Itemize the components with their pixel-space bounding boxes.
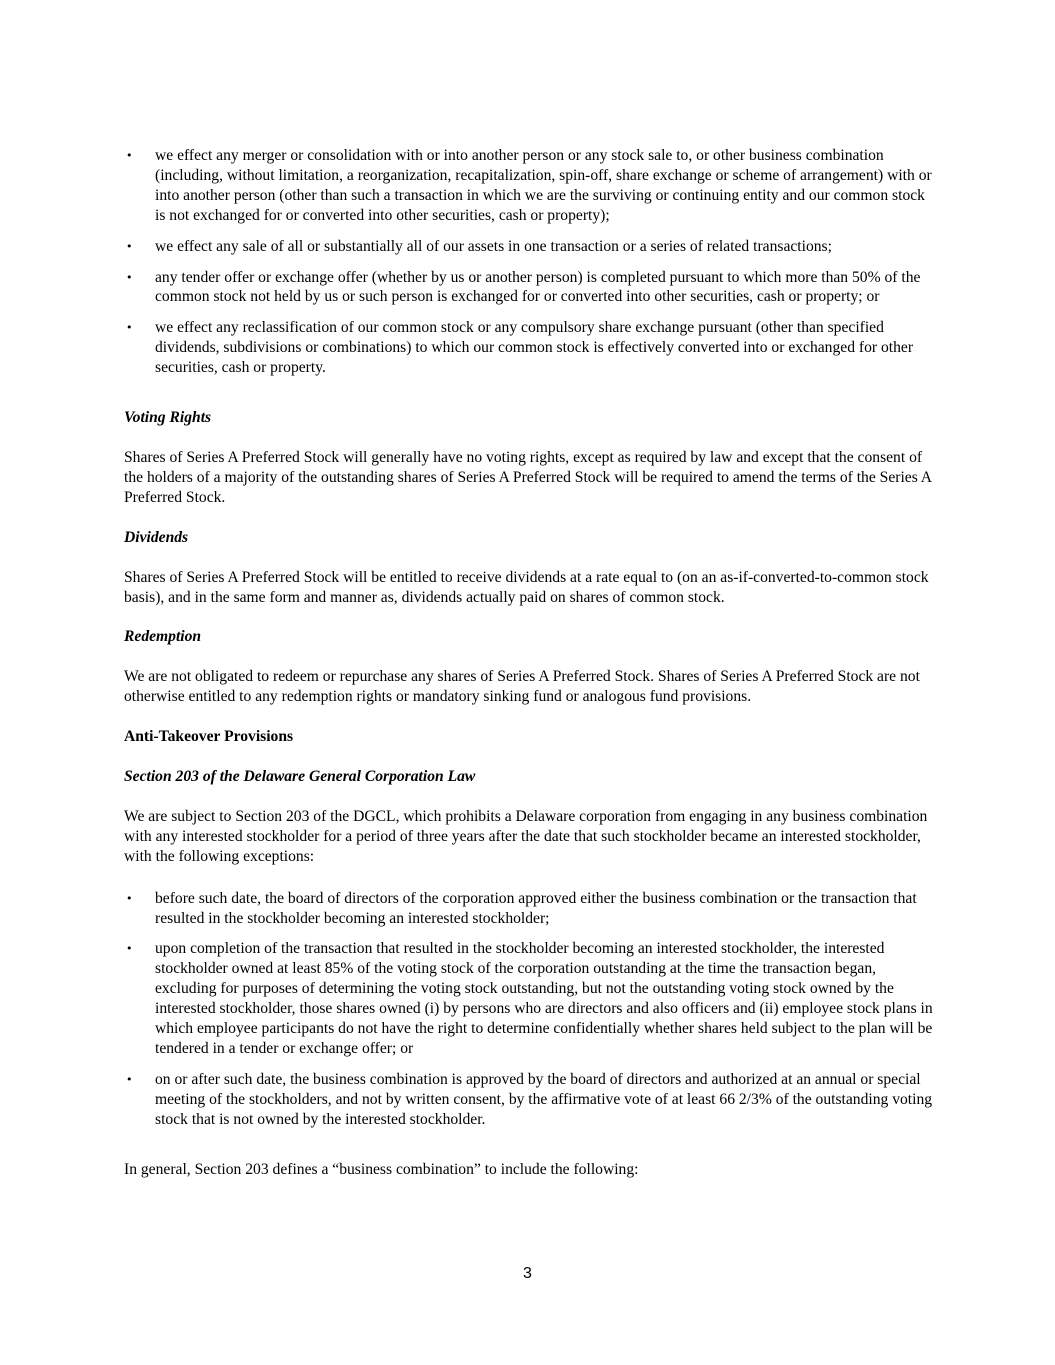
bullet-icon: • bbox=[126, 891, 133, 905]
transaction-bullet-list bbox=[124, 146, 936, 378]
list-item bbox=[124, 939, 936, 1058]
list-item bbox=[124, 237, 936, 257]
section-203-paragraph: We are subject to Section 203 of the DGCL, which prohibits a Delaware corporation from engaging in any business combination with any interested stockholder for a period of three years after the date that such stockholder became an interested stockholder, with the following exceptions: bbox=[124, 807, 928, 865]
redemption-heading: Redemption bbox=[124, 628, 202, 646]
list-item-text: we effect any reclassification of our common stock or any compulsory share exchange pursuant (other than specified dividends, subdivisions or combinations) to which our common stock is effectively converted into or exchanged for other securities, cash or property. bbox=[155, 319, 914, 377]
bullet-icon: • bbox=[126, 1072, 133, 1086]
list-item-text: we effect any merger or consolidation with or into another person or any stock sale to, or other business combination (including, without limitation, a reorganization, recapitalization, spin-off, share exchange or scheme of arrangement) with or into another person (other than such a transaction in which we are the surviving or continuing entity and our common stock is not exchanged for or converted into other securities, cash or property); bbox=[155, 147, 932, 224]
business-combination-paragraph: In general, Section 203 defines a “business combination” to include the following: bbox=[124, 1160, 639, 1178]
list-item bbox=[124, 318, 936, 378]
voting-rights-paragraph: Shares of Series A Preferred Stock will generally have no voting rights, except as required by law and except that the consent of the holders of a majority of the outstanding shares of Series A Preferred Stock will be required to amend the terms of the Series A Preferred Stock. bbox=[124, 448, 932, 506]
anti-takeover-heading: Anti-Takeover Provisions bbox=[124, 728, 294, 746]
bullet-icon: • bbox=[126, 942, 133, 956]
bullet-icon: • bbox=[126, 321, 133, 335]
list-item-text: before such date, the board of directors of the corporation approved either the business combination or the transaction that resulted in the stockholder becoming an interested stockholder; bbox=[155, 889, 917, 927]
dividends-heading: Dividends bbox=[124, 528, 189, 546]
bullet-icon: • bbox=[126, 149, 133, 162]
exceptions-bullet-list bbox=[124, 889, 936, 1130]
page-number: 3 bbox=[523, 1265, 532, 1282]
list-item bbox=[124, 889, 936, 929]
list-item-text: any tender offer or exchange offer (whether by us or another person) is completed pursuant to which more than 50% of the common stock not held by us or such person is exchanged for or converted into other securities, cash or property; or bbox=[155, 268, 921, 306]
document-page bbox=[124, 146, 936, 1180]
list-item-text: we effect any sale of all or substantially all of our assets in one transaction or a series of related transactions; bbox=[155, 237, 832, 255]
section-203-heading: Section 203 of the Delaware General Corporation Law bbox=[124, 768, 476, 786]
list-item-text: on or after such date, the business combination is approved by the board of directors and authorized at an annual or special meeting of the stockholders, and not by written consent, by the affirmative vote of at least 66 2/3% of the outstanding voting stock that is not owned by the interested stockholder. bbox=[155, 1070, 933, 1128]
bullet-icon: • bbox=[126, 270, 133, 284]
dividends-paragraph: Shares of Series A Preferred Stock will be entitled to receive dividends at a rate equal to (on an as-if-converted-to-common stock basis), and in the same form and manner as, dividends actually paid on shares of common stock. bbox=[124, 568, 929, 606]
list-item-text: upon completion of the transaction that resulted in the stockholder becoming an interested stockholder, the interested stockholder owned at least 85% of the voting stock of the corporation outstanding at the time the transaction began, excluding for purposes of determining the voting stock outstanding, but not the outstanding voting stock owned by the interested stockholder, those shares owned (i) by persons who are directors and also officers and (ii) employee stock plans in which employee participants do not have the right to determine confidentially whether shares held subject to the plan will be tendered in a tender or exchange offer; or bbox=[155, 940, 933, 1057]
voting-rights-heading: Voting Rights bbox=[124, 409, 212, 427]
redemption-paragraph: We are not obligated to redeem or repurchase any shares of Series A Preferred Stock. Shares of Series A Preferred Stock are not otherwise entitled to any redemption rights or mandatory sinking fund or analogous fund provisions. bbox=[124, 668, 920, 706]
list-item bbox=[124, 146, 936, 226]
bullet-icon: • bbox=[126, 239, 133, 253]
list-item bbox=[124, 1070, 936, 1130]
list-item bbox=[124, 268, 936, 308]
